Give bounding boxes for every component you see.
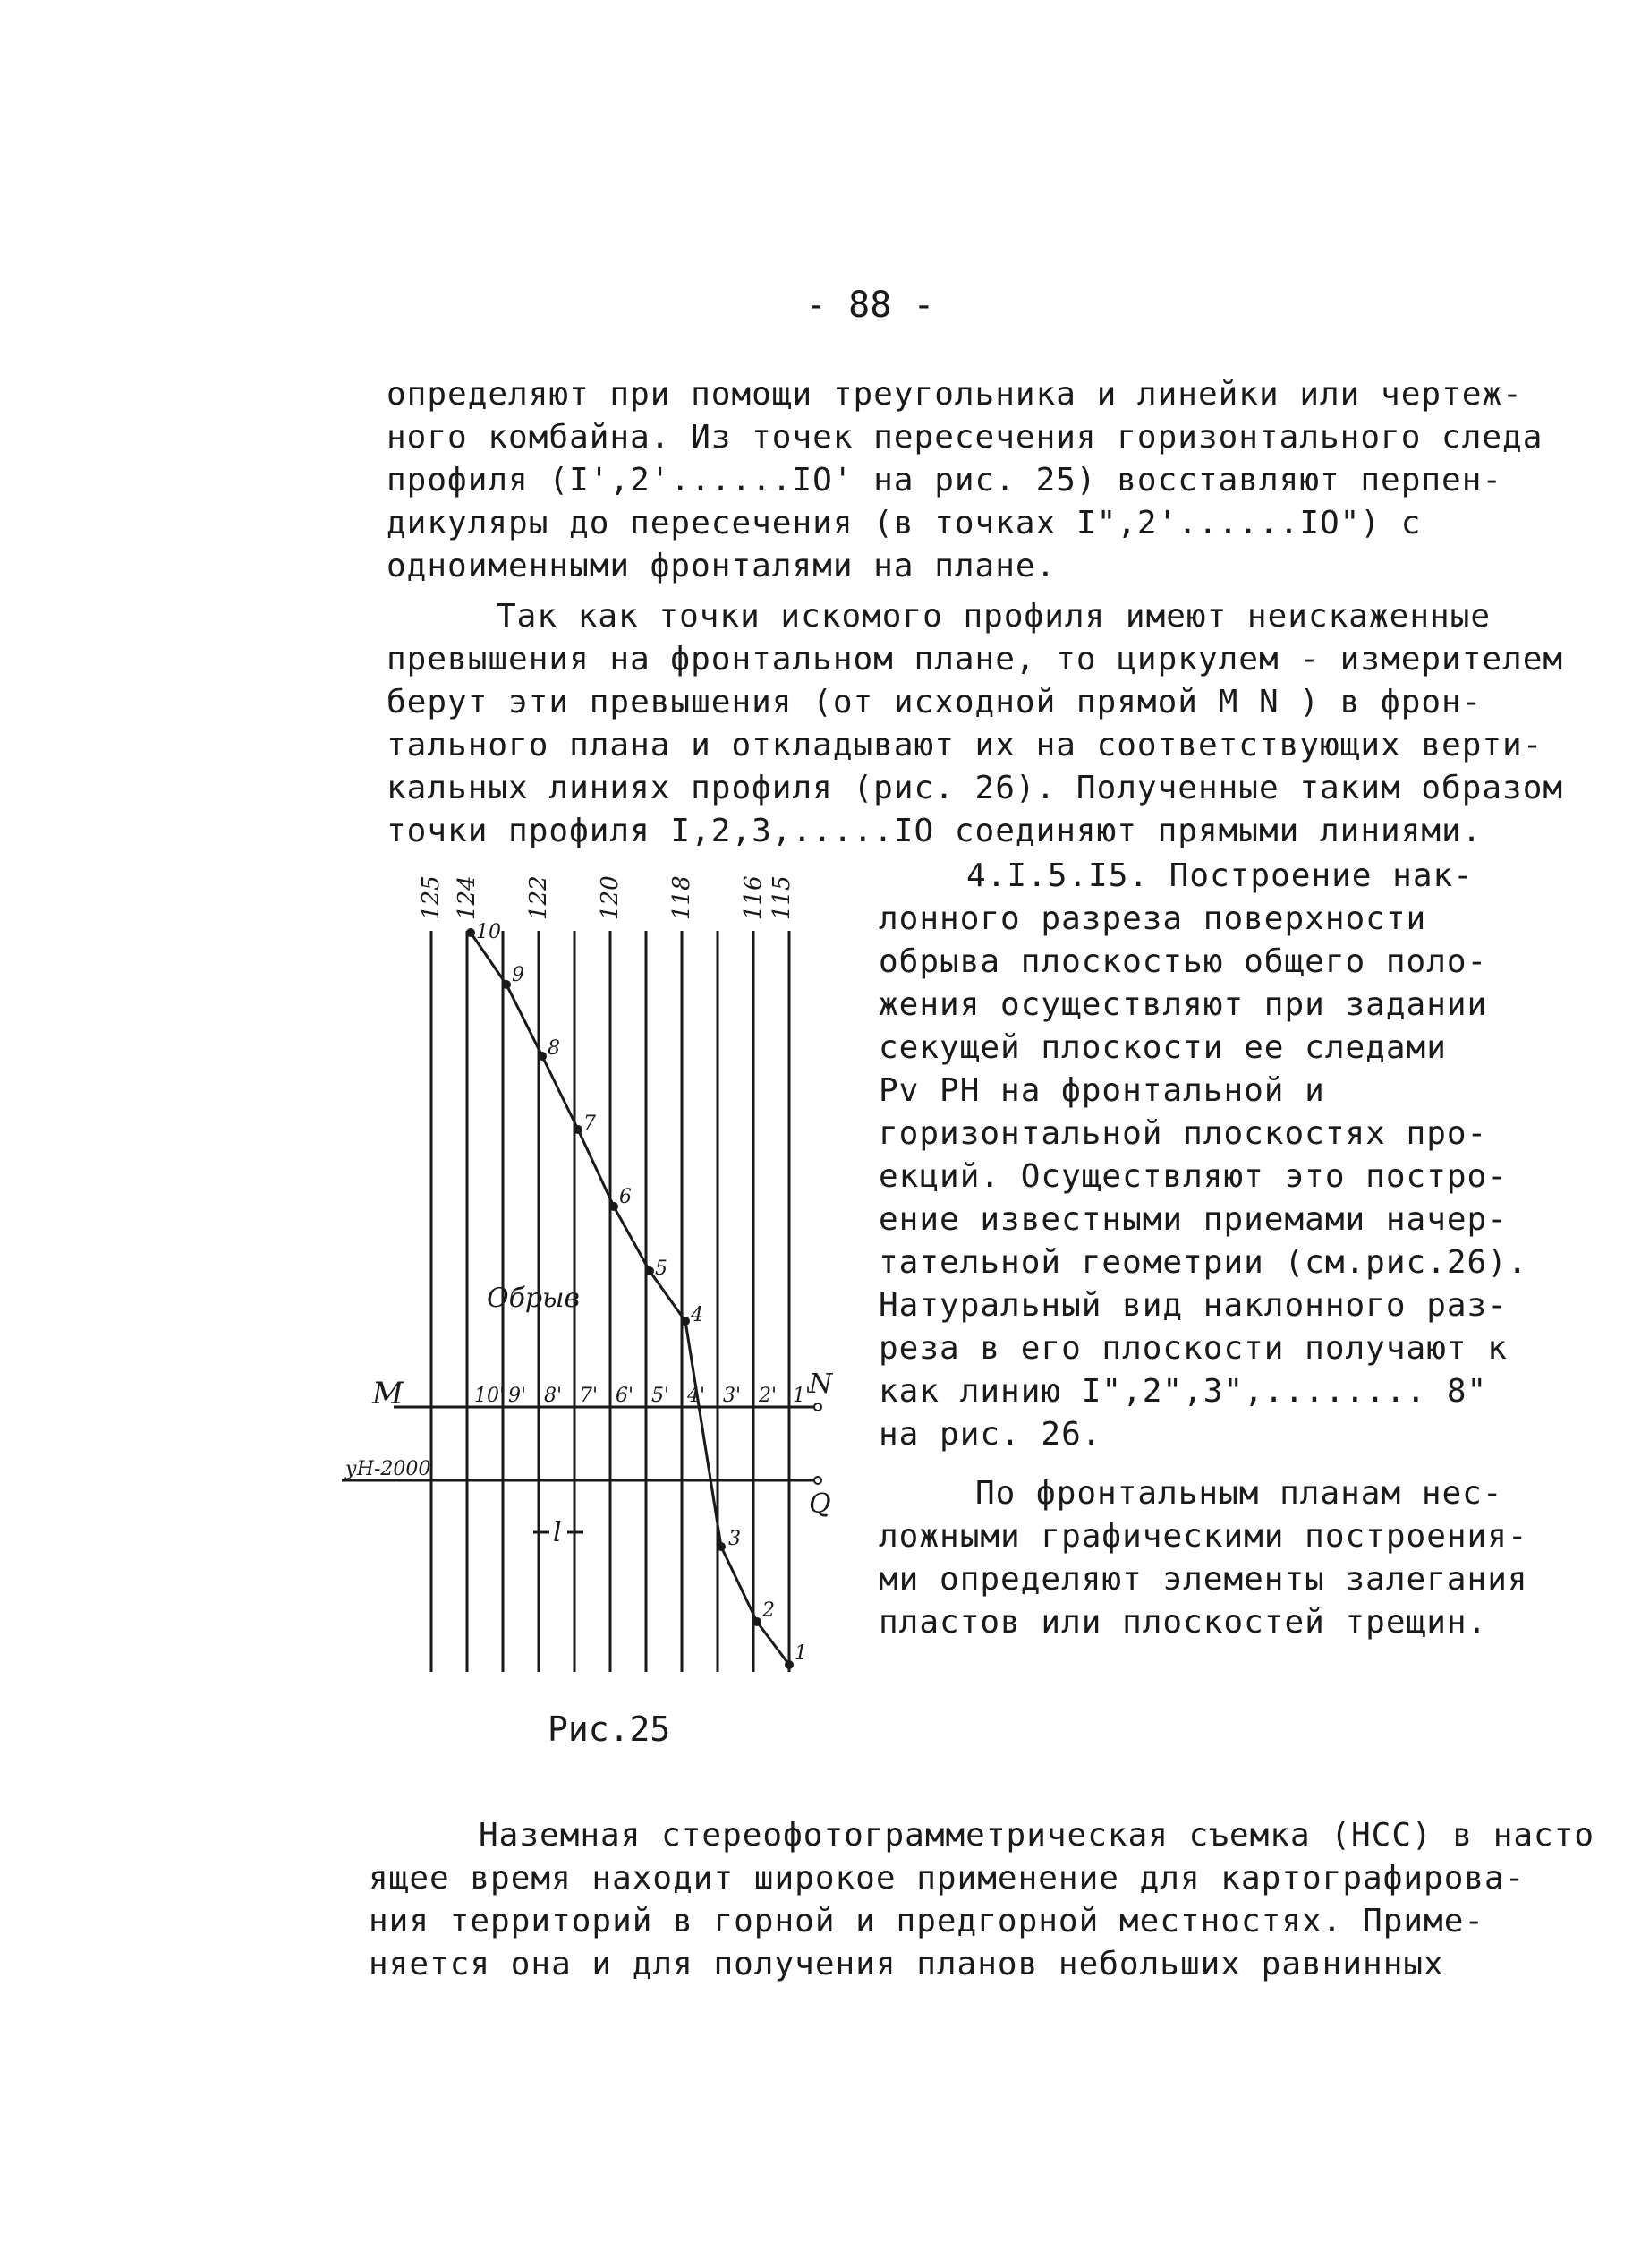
text-line: няется она и для получения планов небольших равнинных xyxy=(369,1946,1444,1982)
label-cliff: Обрыв xyxy=(487,1283,581,1314)
text-line: Натуральный вид наклонного раз- xyxy=(879,1287,1508,1324)
text-line: точки профиля I,2,3,.....IO соединяют прямыми линиями. xyxy=(387,813,1483,849)
text-line: определяют при помощи треугольника и линейки или чертеж- xyxy=(387,376,1523,413)
profile-point xyxy=(645,1266,654,1275)
trace-label: 5' xyxy=(651,1385,670,1407)
trace-label: 4' xyxy=(687,1385,706,1407)
trace-label: 1' xyxy=(793,1385,812,1407)
label-q: Q xyxy=(809,1488,831,1520)
point-label: 4 xyxy=(691,1304,703,1326)
text-line: ложными графическими построения- xyxy=(879,1518,1528,1555)
text-line: профиля (I',2'......IO' на рис. 25) восставляют перпен- xyxy=(387,462,1503,499)
contour-label: 120 xyxy=(597,875,624,920)
profile-point xyxy=(574,1125,582,1134)
label-n: N xyxy=(809,1368,833,1400)
text-line: одноименными фронталями на плане. xyxy=(387,548,1057,584)
text-line: берут эти превышения (от исходной прямой M N ) в фрон- xyxy=(387,684,1483,720)
label-l: l xyxy=(553,1517,562,1548)
contour-label: 124 xyxy=(454,875,480,920)
profile-point xyxy=(717,1542,726,1551)
text-line: обрыва плоскостью общего поло- xyxy=(879,943,1488,980)
text-line: пластов или плоскостей трещин. xyxy=(879,1604,1488,1641)
text-line: дикуляры до пересечения (в точках I",2'......IO") с xyxy=(387,505,1422,541)
point-label: 8 xyxy=(548,1037,560,1060)
text-line: кальных линиях профиля (рис. 26). Полученные таким образом xyxy=(387,770,1564,806)
text-line: ного комбайна. Из точек пересечения горизонтального следа xyxy=(387,419,1543,456)
text-line: Так как точки искомого профиля имеют неискаженные xyxy=(497,598,1492,635)
contour-label: 116 xyxy=(740,875,767,920)
text-line: 4.I.5.I5. Построение нак- xyxy=(966,857,1474,894)
text-line: ение известными приемами начер- xyxy=(879,1201,1508,1238)
text-line: тального плана и откладывают их на соответствующих верти- xyxy=(387,727,1543,763)
endpoint-n xyxy=(814,1403,821,1411)
trace-label: 3' xyxy=(723,1385,742,1407)
text-line: ния территорий в горной и предгорной местностях. Приме- xyxy=(369,1903,1485,1940)
text-line: превышения на фронтальном плане, то циркулем - измерителем xyxy=(387,641,1564,678)
figure-caption: Рис.25 xyxy=(548,1710,671,1749)
text-line: ящее время находит широкое применение для картографирова- xyxy=(369,1860,1526,1897)
profile-point xyxy=(609,1202,618,1211)
point-label: 9 xyxy=(512,964,524,986)
trace-label: 2' xyxy=(759,1385,778,1407)
profile-point xyxy=(538,1052,547,1061)
point-label: 6 xyxy=(619,1186,632,1208)
trace-label: 7' xyxy=(580,1385,599,1407)
trace-label: 6' xyxy=(616,1385,634,1407)
point-label: 7 xyxy=(583,1113,596,1135)
label-scale: уН-2000 xyxy=(345,1458,431,1480)
point-label: 1 xyxy=(795,1642,807,1665)
trace-label: 10' xyxy=(474,1385,506,1407)
profile-point xyxy=(466,928,475,937)
label-m: M xyxy=(372,1376,404,1411)
trace-label: 8' xyxy=(544,1385,563,1407)
endpoint-q xyxy=(814,1477,821,1484)
text-line: По фронтальным планам нес- xyxy=(975,1475,1503,1512)
text-line: ми определяют элементы залегания xyxy=(879,1561,1528,1598)
text-line: тательной геометрии (см.рис.26). xyxy=(879,1244,1528,1281)
point-label: 5 xyxy=(655,1258,667,1280)
trace-label: 9' xyxy=(508,1385,527,1407)
text-line: жения осуществляют при задании xyxy=(879,986,1488,1023)
text-line: Pv PH на фронтальной и xyxy=(879,1072,1325,1109)
profile-point xyxy=(502,980,511,989)
text-line: реза в его плоскости получают к xyxy=(879,1330,1508,1367)
profile-point xyxy=(785,1660,794,1669)
page-number: - 88 - xyxy=(805,285,935,326)
contour-label: 118 xyxy=(668,875,695,920)
text-line: горизонтальной плоскостях про- xyxy=(879,1115,1488,1152)
profile-point xyxy=(681,1317,690,1326)
text-line: секущей плоскости ее следами xyxy=(879,1029,1447,1066)
contour-label: 122 xyxy=(525,875,552,920)
text-line: екций. Осуществляют это постро- xyxy=(879,1158,1508,1195)
profile-point xyxy=(752,1617,761,1626)
point-label: 2 xyxy=(762,1599,775,1622)
text-line: как линию I",2",3",........ 8" xyxy=(879,1373,1488,1410)
point-label: 10 xyxy=(476,921,501,943)
contour-label: 125 xyxy=(418,875,445,920)
text-line: лонного разреза поверхности xyxy=(879,900,1427,937)
text-line: на рис. 26. xyxy=(879,1416,1102,1453)
point-label: 3 xyxy=(728,1528,741,1550)
contour-label: 115 xyxy=(769,875,795,920)
text-line: Наземная стереофотограмметрическая съемка (НСС) в насто xyxy=(479,1817,1595,1854)
